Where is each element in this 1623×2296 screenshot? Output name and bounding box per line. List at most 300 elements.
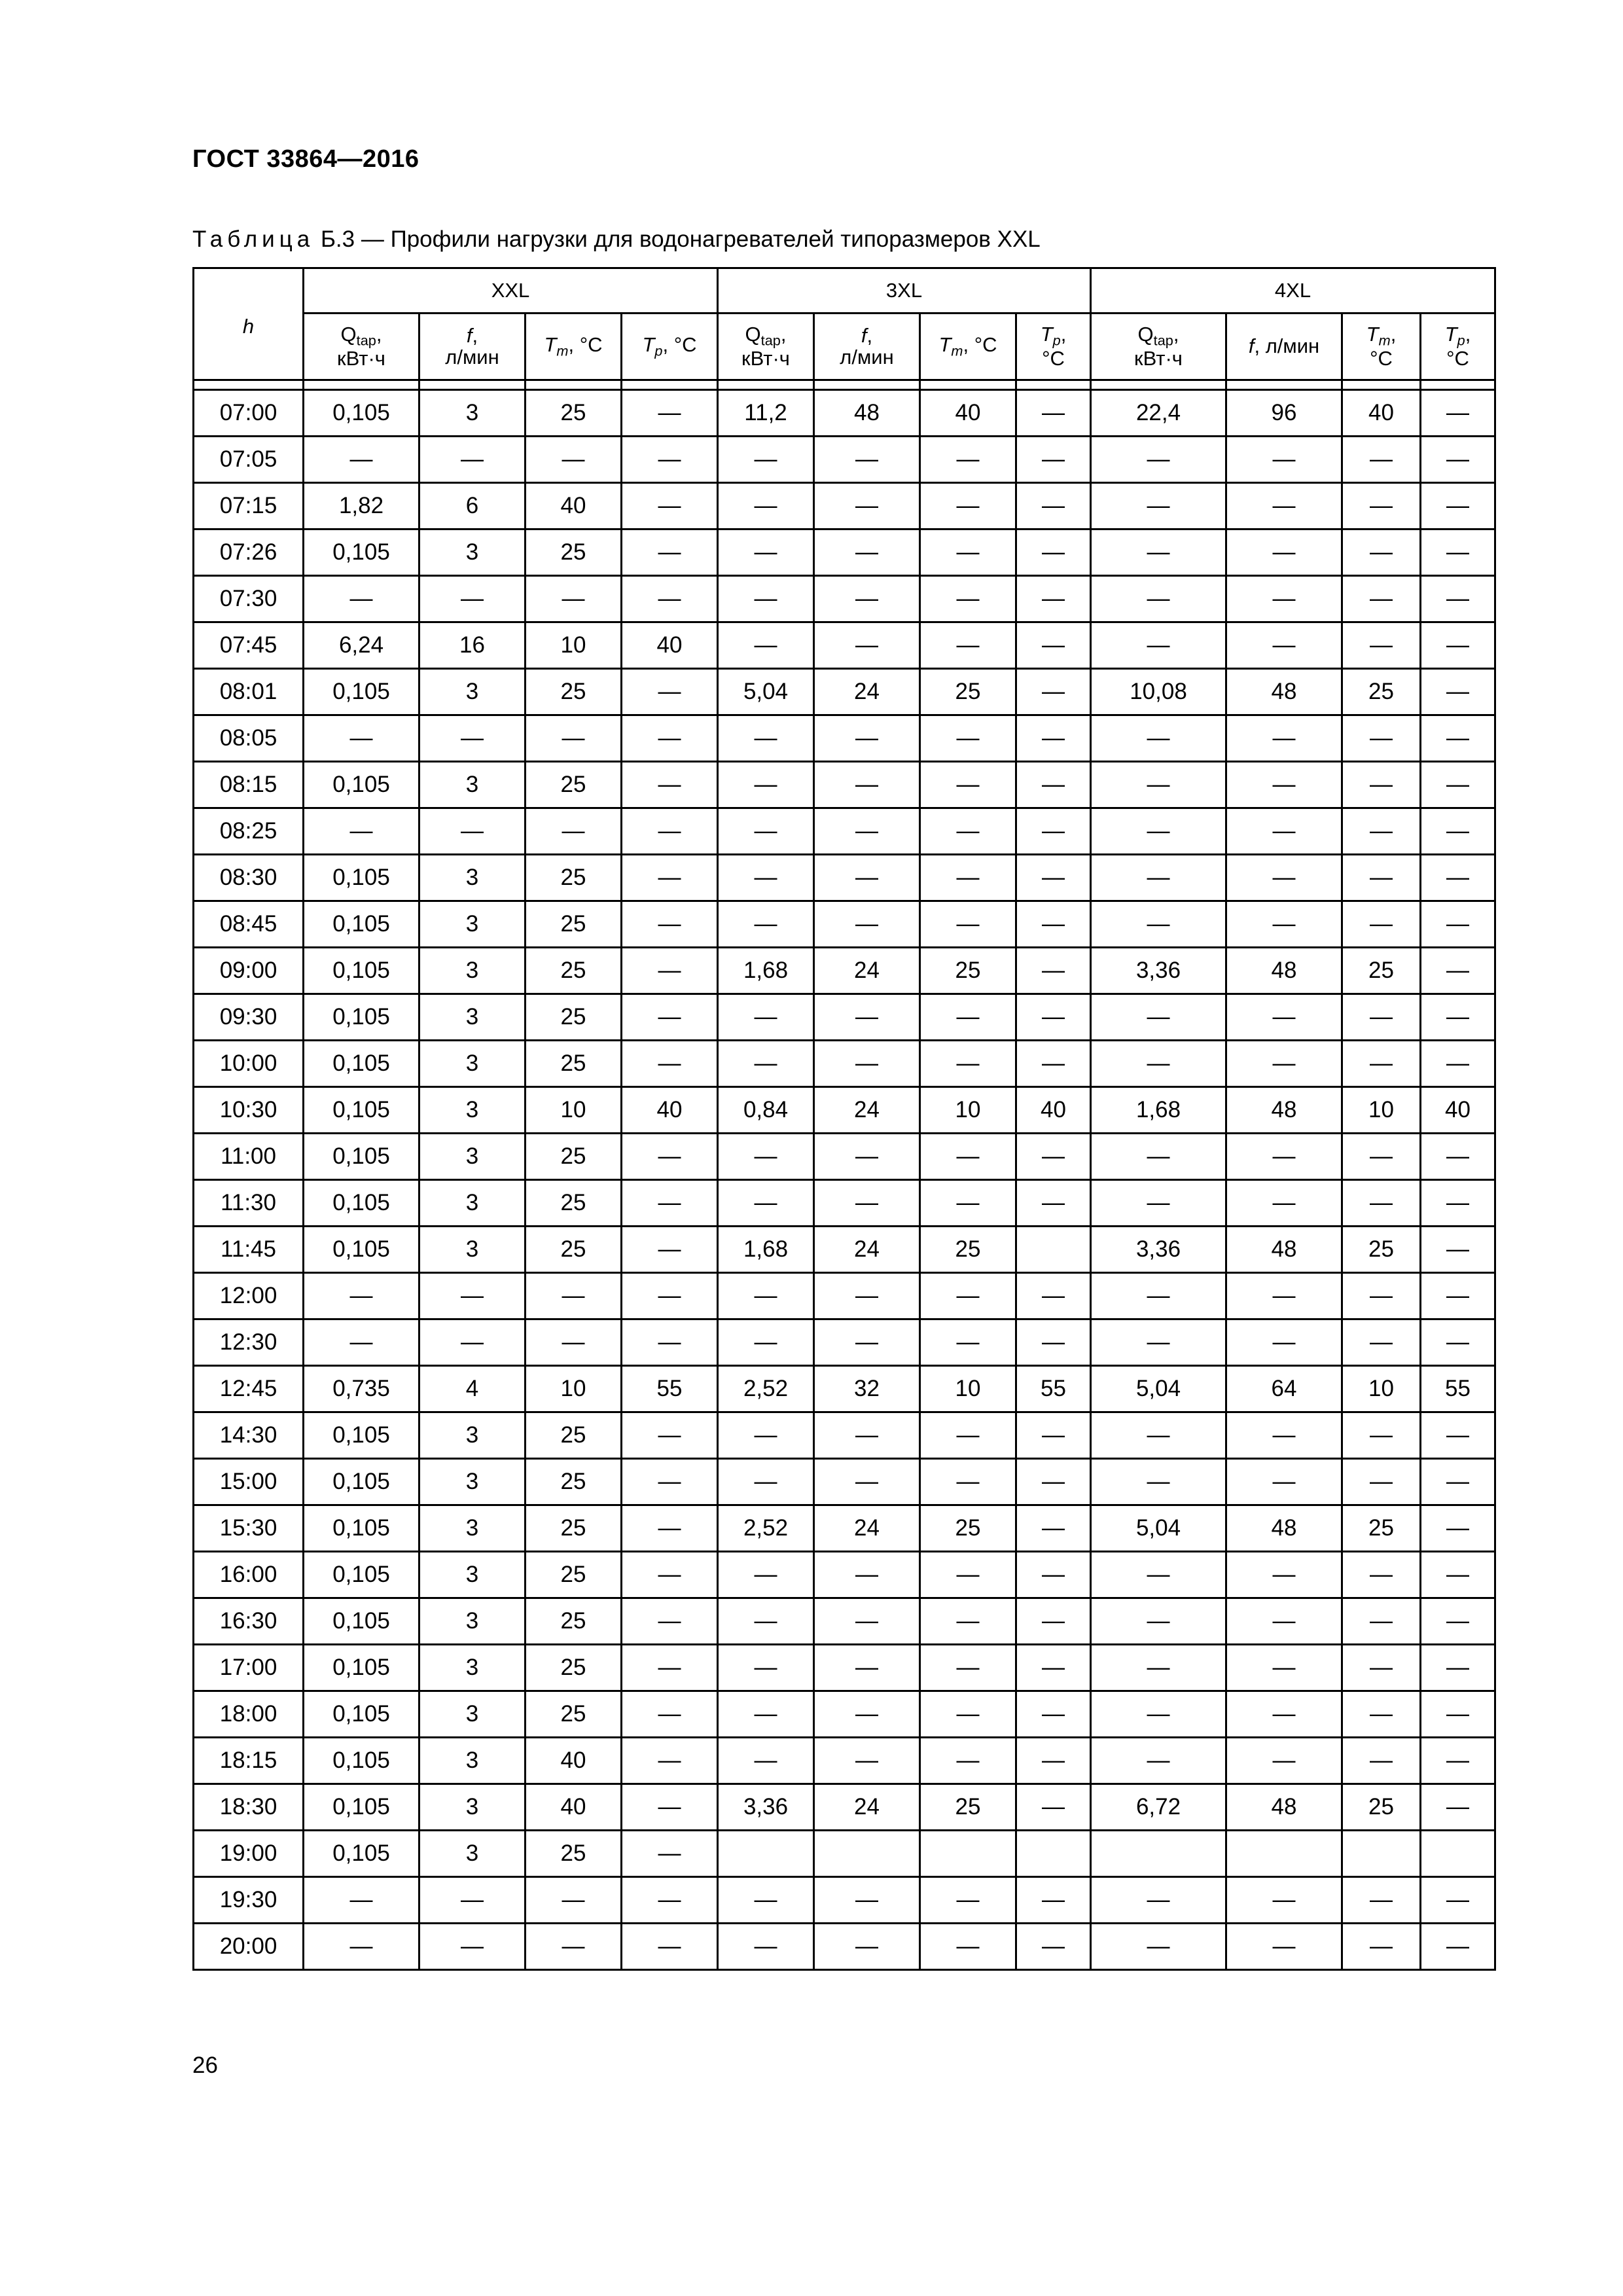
value-cell: 48 bbox=[1226, 1505, 1342, 1552]
value-cell: — bbox=[1342, 437, 1421, 483]
value-cell: — bbox=[718, 1041, 814, 1087]
value-cell: 0,105 bbox=[304, 1738, 419, 1784]
value-cell: 25 bbox=[526, 1831, 622, 1877]
value-cell: 3 bbox=[419, 529, 526, 576]
value-cell: 25 bbox=[1342, 1784, 1421, 1831]
value-cell: — bbox=[304, 1319, 419, 1366]
value-cell: 25 bbox=[1342, 1505, 1421, 1552]
value-cell: — bbox=[1091, 994, 1226, 1041]
value-cell: 4 bbox=[419, 1366, 526, 1412]
time-cell: 08:25 bbox=[194, 808, 304, 855]
value-cell: 3 bbox=[419, 1691, 526, 1738]
value-cell: — bbox=[1226, 1691, 1342, 1738]
value-cell: — bbox=[814, 1180, 920, 1227]
value-cell: 25 bbox=[526, 1598, 622, 1645]
table-row bbox=[194, 1227, 1495, 1273]
value-cell: 25 bbox=[920, 1505, 1016, 1552]
value-cell: 25 bbox=[526, 948, 622, 994]
table-row bbox=[194, 1412, 1495, 1459]
value-cell: — bbox=[1342, 1412, 1421, 1459]
table-row bbox=[194, 483, 1495, 529]
value-cell: — bbox=[1016, 1180, 1091, 1227]
value-cell: — bbox=[814, 1412, 920, 1459]
value-cell: 25 bbox=[526, 1645, 622, 1691]
value-cell: — bbox=[718, 715, 814, 762]
value-cell: — bbox=[1421, 1412, 1495, 1459]
value-cell: — bbox=[1421, 1924, 1495, 1970]
value-cell: — bbox=[1421, 1645, 1495, 1691]
value-cell: 22,4 bbox=[1091, 390, 1226, 437]
value-cell: — bbox=[920, 901, 1016, 948]
time-cell: 08:45 bbox=[194, 901, 304, 948]
value-cell: 25 bbox=[920, 669, 1016, 715]
value-cell: 25 bbox=[526, 669, 622, 715]
value-cell: 1,68 bbox=[1091, 1087, 1226, 1134]
value-cell: — bbox=[920, 1598, 1016, 1645]
value-cell bbox=[814, 1831, 920, 1877]
value-cell: — bbox=[920, 1738, 1016, 1784]
value-cell: — bbox=[1342, 762, 1421, 808]
value-cell: — bbox=[622, 483, 718, 529]
header-separator-row bbox=[194, 380, 1495, 390]
value-cell: — bbox=[920, 1412, 1016, 1459]
value-cell: — bbox=[622, 576, 718, 622]
value-cell: 25 bbox=[920, 1227, 1016, 1273]
value-cell: 0,105 bbox=[304, 1412, 419, 1459]
table-row bbox=[194, 948, 1495, 994]
table-row bbox=[194, 390, 1495, 437]
value-cell: — bbox=[814, 1459, 920, 1505]
value-cell: 25 bbox=[526, 762, 622, 808]
value-cell: — bbox=[1421, 1505, 1495, 1552]
value-cell: — bbox=[622, 715, 718, 762]
value-cell: — bbox=[718, 1924, 814, 1970]
value-cell: 10 bbox=[526, 1366, 622, 1412]
value-cell: — bbox=[920, 576, 1016, 622]
time-cell: 20:00 bbox=[194, 1924, 304, 1970]
value-cell: — bbox=[1421, 529, 1495, 576]
value-cell: — bbox=[622, 994, 718, 1041]
value-cell: — bbox=[718, 1412, 814, 1459]
value-cell: — bbox=[1091, 901, 1226, 948]
value-cell: — bbox=[718, 808, 814, 855]
value-cell: 25 bbox=[526, 1227, 622, 1273]
value-cell: — bbox=[622, 669, 718, 715]
value-cell: — bbox=[920, 1459, 1016, 1505]
value-cell: — bbox=[920, 808, 1016, 855]
value-cell: — bbox=[814, 901, 920, 948]
value-cell: — bbox=[622, 1227, 718, 1273]
value-cell: — bbox=[622, 1691, 718, 1738]
value-cell: — bbox=[622, 437, 718, 483]
value-cell: — bbox=[622, 808, 718, 855]
value-cell: 6,72 bbox=[1091, 1784, 1226, 1831]
value-cell: — bbox=[1421, 1319, 1495, 1366]
value-cell: 0,105 bbox=[304, 948, 419, 994]
value-cell: — bbox=[920, 994, 1016, 1041]
value-cell: 40 bbox=[622, 622, 718, 669]
value-cell: — bbox=[718, 1598, 814, 1645]
value-cell: — bbox=[718, 1180, 814, 1227]
time-cell: 07:05 bbox=[194, 437, 304, 483]
value-cell: 0,105 bbox=[304, 1134, 419, 1180]
value-cell: — bbox=[814, 762, 920, 808]
value-cell: 3 bbox=[419, 1459, 526, 1505]
value-cell: — bbox=[718, 529, 814, 576]
value-cell: — bbox=[1016, 483, 1091, 529]
value-cell: — bbox=[1016, 808, 1091, 855]
value-cell: — bbox=[1091, 483, 1226, 529]
value-cell: 10 bbox=[920, 1087, 1016, 1134]
value-cell: — bbox=[1226, 1645, 1342, 1691]
value-cell: — bbox=[1091, 1924, 1226, 1970]
value-cell: 25 bbox=[920, 1784, 1016, 1831]
value-cell: — bbox=[526, 1273, 622, 1319]
value-cell: 3 bbox=[419, 901, 526, 948]
value-cell: — bbox=[1226, 483, 1342, 529]
value-cell: 25 bbox=[526, 529, 622, 576]
value-cell: — bbox=[622, 1645, 718, 1691]
table-row bbox=[194, 622, 1495, 669]
value-cell: — bbox=[814, 437, 920, 483]
load-profile-table bbox=[192, 267, 1496, 1971]
value-cell: 40 bbox=[1421, 1087, 1495, 1134]
value-cell: — bbox=[1421, 1459, 1495, 1505]
group-header-xxl: XXL bbox=[304, 268, 718, 314]
time-cell: 11:45 bbox=[194, 1227, 304, 1273]
value-cell: — bbox=[1421, 1227, 1495, 1273]
value-cell: — bbox=[1421, 1877, 1495, 1924]
value-cell: 3 bbox=[419, 1505, 526, 1552]
value-cell: — bbox=[622, 1459, 718, 1505]
value-cell: — bbox=[814, 483, 920, 529]
value-cell: — bbox=[622, 1134, 718, 1180]
value-cell: — bbox=[920, 529, 1016, 576]
value-cell: — bbox=[814, 715, 920, 762]
value-cell: 0,105 bbox=[304, 1041, 419, 1087]
value-cell: — bbox=[1226, 901, 1342, 948]
tm-header: $T_m$, °C bbox=[526, 314, 622, 380]
value-cell: 3 bbox=[419, 1831, 526, 1877]
value-cell: — bbox=[1016, 1319, 1091, 1366]
value-cell: 25 bbox=[526, 1134, 622, 1180]
value-cell: — bbox=[1016, 762, 1091, 808]
value-cell: 2,52 bbox=[718, 1505, 814, 1552]
h-header: h bbox=[194, 268, 304, 380]
time-cell: 17:00 bbox=[194, 1645, 304, 1691]
value-cell: — bbox=[526, 576, 622, 622]
value-cell: — bbox=[1226, 808, 1342, 855]
table-row bbox=[194, 855, 1495, 901]
value-cell: 96 bbox=[1226, 390, 1342, 437]
value-cell: — bbox=[304, 576, 419, 622]
value-cell: 55 bbox=[1016, 1366, 1091, 1412]
value-cell: — bbox=[1342, 576, 1421, 622]
value-cell: — bbox=[1421, 901, 1495, 948]
value-cell: — bbox=[1226, 762, 1342, 808]
value-cell: — bbox=[419, 1924, 526, 1970]
value-cell: 3 bbox=[419, 855, 526, 901]
value-cell: — bbox=[1342, 1738, 1421, 1784]
table-row bbox=[194, 901, 1495, 948]
table-row bbox=[194, 1319, 1495, 1366]
value-cell: — bbox=[1226, 576, 1342, 622]
table-row bbox=[194, 1645, 1495, 1691]
flow-header: f, л/мин bbox=[419, 314, 526, 380]
value-cell: 1,82 bbox=[304, 483, 419, 529]
value-cell: — bbox=[814, 855, 920, 901]
value-cell: 24 bbox=[814, 669, 920, 715]
value-cell: — bbox=[1016, 1505, 1091, 1552]
value-cell: — bbox=[622, 1041, 718, 1087]
value-cell: — bbox=[1016, 1412, 1091, 1459]
tp-header: $T_p$, °C bbox=[1421, 314, 1495, 380]
value-cell: 32 bbox=[814, 1366, 920, 1412]
value-cell: 3 bbox=[419, 762, 526, 808]
value-cell: — bbox=[1226, 1180, 1342, 1227]
table-row bbox=[194, 1831, 1495, 1877]
flow-header: f, л/мин bbox=[814, 314, 920, 380]
value-cell: — bbox=[814, 1319, 920, 1366]
value-cell: — bbox=[718, 576, 814, 622]
value-cell: — bbox=[1016, 529, 1091, 576]
value-cell: 0,105 bbox=[304, 1691, 419, 1738]
value-cell: 48 bbox=[814, 390, 920, 437]
value-cell: — bbox=[1091, 1738, 1226, 1784]
value-cell: — bbox=[526, 1319, 622, 1366]
tm-header: $T_m$, °C bbox=[1342, 314, 1421, 380]
value-cell: — bbox=[1342, 1552, 1421, 1598]
value-cell: — bbox=[1421, 855, 1495, 901]
value-cell: — bbox=[814, 1924, 920, 1970]
value-cell: 5,04 bbox=[718, 669, 814, 715]
value-cell bbox=[1091, 1831, 1226, 1877]
value-cell: — bbox=[920, 437, 1016, 483]
value-cell: 3,36 bbox=[1091, 1227, 1226, 1273]
value-cell: — bbox=[304, 808, 419, 855]
value-cell: — bbox=[1016, 901, 1091, 948]
value-cell: 25 bbox=[526, 855, 622, 901]
value-cell: 25 bbox=[526, 1412, 622, 1459]
table-row bbox=[194, 1134, 1495, 1180]
value-cell: — bbox=[1342, 994, 1421, 1041]
value-cell: — bbox=[1016, 1784, 1091, 1831]
value-cell: — bbox=[1016, 1459, 1091, 1505]
q-tap-header: $Q_{tap}$, кВт·ч bbox=[718, 314, 814, 380]
value-cell: — bbox=[1226, 1459, 1342, 1505]
time-cell: 07:45 bbox=[194, 622, 304, 669]
value-cell: — bbox=[1016, 437, 1091, 483]
value-cell: — bbox=[1342, 855, 1421, 901]
value-cell: — bbox=[718, 1877, 814, 1924]
table-caption bbox=[192, 226, 1041, 253]
load-profile-table-wrapper bbox=[192, 267, 1496, 1971]
value-cell: 0,105 bbox=[304, 762, 419, 808]
value-cell: — bbox=[920, 483, 1016, 529]
time-cell: 16:30 bbox=[194, 1598, 304, 1645]
value-cell: 3 bbox=[419, 1552, 526, 1598]
value-cell: 0,105 bbox=[304, 1087, 419, 1134]
value-cell: — bbox=[622, 762, 718, 808]
value-cell: — bbox=[622, 390, 718, 437]
value-cell: — bbox=[920, 1273, 1016, 1319]
value-cell: — bbox=[622, 1273, 718, 1319]
value-cell: 2,52 bbox=[718, 1366, 814, 1412]
value-cell: 24 bbox=[814, 1227, 920, 1273]
value-cell: — bbox=[1226, 622, 1342, 669]
value-cell: — bbox=[1091, 1645, 1226, 1691]
value-cell: — bbox=[1342, 1459, 1421, 1505]
value-cell: — bbox=[1342, 622, 1421, 669]
table-row bbox=[194, 1877, 1495, 1924]
value-cell: 24 bbox=[814, 1087, 920, 1134]
value-cell: — bbox=[1226, 437, 1342, 483]
time-cell: 18:00 bbox=[194, 1691, 304, 1738]
value-cell: — bbox=[920, 1041, 1016, 1087]
value-cell: 25 bbox=[1342, 948, 1421, 994]
value-cell: — bbox=[1226, 1134, 1342, 1180]
value-cell: 5,04 bbox=[1091, 1505, 1226, 1552]
value-cell: 40 bbox=[526, 1738, 622, 1784]
value-cell: — bbox=[1091, 715, 1226, 762]
value-cell: 0,105 bbox=[304, 390, 419, 437]
time-cell: 08:15 bbox=[194, 762, 304, 808]
value-cell: — bbox=[1421, 669, 1495, 715]
value-cell: 48 bbox=[1226, 948, 1342, 994]
time-cell: 15:30 bbox=[194, 1505, 304, 1552]
value-cell: — bbox=[1226, 529, 1342, 576]
value-cell: 40 bbox=[526, 483, 622, 529]
value-cell: — bbox=[718, 1134, 814, 1180]
value-cell: — bbox=[1016, 855, 1091, 901]
time-cell: 08:05 bbox=[194, 715, 304, 762]
time-cell: 11:00 bbox=[194, 1134, 304, 1180]
value-cell: — bbox=[622, 1412, 718, 1459]
value-cell: 3 bbox=[419, 1227, 526, 1273]
time-cell: 16:00 bbox=[194, 1552, 304, 1598]
tp-header: $T_p$, °C bbox=[622, 314, 718, 380]
table-row bbox=[194, 1784, 1495, 1831]
value-cell: 0,105 bbox=[304, 855, 419, 901]
value-cell: — bbox=[1016, 1877, 1091, 1924]
value-cell: — bbox=[1226, 1598, 1342, 1645]
value-cell: — bbox=[718, 855, 814, 901]
value-cell: — bbox=[1421, 1180, 1495, 1227]
value-cell: 11,2 bbox=[718, 390, 814, 437]
value-cell: — bbox=[304, 1273, 419, 1319]
value-cell: — bbox=[1421, 808, 1495, 855]
value-cell: — bbox=[920, 1645, 1016, 1691]
value-cell: — bbox=[622, 1784, 718, 1831]
value-cell: 55 bbox=[1421, 1366, 1495, 1412]
value-cell: — bbox=[1091, 1412, 1226, 1459]
value-cell: — bbox=[1091, 1041, 1226, 1087]
value-cell: — bbox=[1091, 576, 1226, 622]
value-cell: — bbox=[920, 715, 1016, 762]
table-row bbox=[194, 1552, 1495, 1598]
value-cell: — bbox=[718, 483, 814, 529]
value-cell: — bbox=[1421, 762, 1495, 808]
value-cell: — bbox=[1342, 808, 1421, 855]
table-row bbox=[194, 1598, 1495, 1645]
value-cell: 3,36 bbox=[718, 1784, 814, 1831]
value-cell: 3 bbox=[419, 948, 526, 994]
q-tap-header: $Q_{tap}$, кВт·ч bbox=[1091, 314, 1226, 380]
value-cell bbox=[1421, 1831, 1495, 1877]
value-cell: — bbox=[1421, 948, 1495, 994]
value-cell: — bbox=[1226, 1041, 1342, 1087]
value-cell: 0,105 bbox=[304, 994, 419, 1041]
value-cell: — bbox=[718, 1459, 814, 1505]
value-cell: 48 bbox=[1226, 1087, 1342, 1134]
value-cell: — bbox=[1016, 390, 1091, 437]
time-cell: 18:30 bbox=[194, 1784, 304, 1831]
value-cell: — bbox=[304, 715, 419, 762]
value-cell: — bbox=[718, 1645, 814, 1691]
value-cell: — bbox=[1226, 1552, 1342, 1598]
value-cell: — bbox=[304, 1924, 419, 1970]
value-cell: 24 bbox=[814, 1784, 920, 1831]
value-cell: — bbox=[1091, 1319, 1226, 1366]
value-cell: — bbox=[1421, 622, 1495, 669]
value-cell: — bbox=[622, 1877, 718, 1924]
q-tap-header: $Q_{tap}$, кВт·ч bbox=[304, 314, 419, 380]
table-row bbox=[194, 715, 1495, 762]
value-cell: — bbox=[1421, 1134, 1495, 1180]
value-cell: — bbox=[622, 1924, 718, 1970]
value-cell: — bbox=[1091, 622, 1226, 669]
value-cell: — bbox=[1226, 1738, 1342, 1784]
value-cell: — bbox=[1016, 715, 1091, 762]
value-cell: — bbox=[718, 994, 814, 1041]
value-cell: 48 bbox=[1226, 1784, 1342, 1831]
value-cell: — bbox=[920, 1134, 1016, 1180]
tm-header: $T_m$, °C bbox=[920, 314, 1016, 380]
value-cell: 0,84 bbox=[718, 1087, 814, 1134]
value-cell: 0,105 bbox=[304, 1645, 419, 1691]
value-cell: — bbox=[1421, 715, 1495, 762]
value-cell: — bbox=[1226, 994, 1342, 1041]
value-cell: — bbox=[1226, 715, 1342, 762]
value-cell: — bbox=[1091, 1180, 1226, 1227]
value-cell: 48 bbox=[1226, 1227, 1342, 1273]
value-cell: 3 bbox=[419, 1134, 526, 1180]
value-cell: — bbox=[622, 1738, 718, 1784]
value-cell: 25 bbox=[526, 1505, 622, 1552]
value-cell: 3,36 bbox=[1091, 948, 1226, 994]
time-cell: 09:00 bbox=[194, 948, 304, 994]
value-cell: — bbox=[1091, 437, 1226, 483]
value-cell: — bbox=[1421, 1273, 1495, 1319]
time-cell: 09:30 bbox=[194, 994, 304, 1041]
value-cell: — bbox=[920, 1180, 1016, 1227]
value-cell: — bbox=[1016, 576, 1091, 622]
value-cell: — bbox=[1226, 1877, 1342, 1924]
time-cell: 12:30 bbox=[194, 1319, 304, 1366]
value-cell: — bbox=[920, 622, 1016, 669]
value-cell: — bbox=[814, 994, 920, 1041]
value-cell: 3 bbox=[419, 1087, 526, 1134]
value-cell: — bbox=[814, 1552, 920, 1598]
value-cell: 40 bbox=[526, 1784, 622, 1831]
value-cell: 55 bbox=[622, 1366, 718, 1412]
value-cell: 0,105 bbox=[304, 1227, 419, 1273]
value-cell: — bbox=[622, 1598, 718, 1645]
value-cell: — bbox=[718, 901, 814, 948]
value-cell: — bbox=[526, 808, 622, 855]
value-cell: — bbox=[304, 437, 419, 483]
value-cell: 5,04 bbox=[1091, 1366, 1226, 1412]
